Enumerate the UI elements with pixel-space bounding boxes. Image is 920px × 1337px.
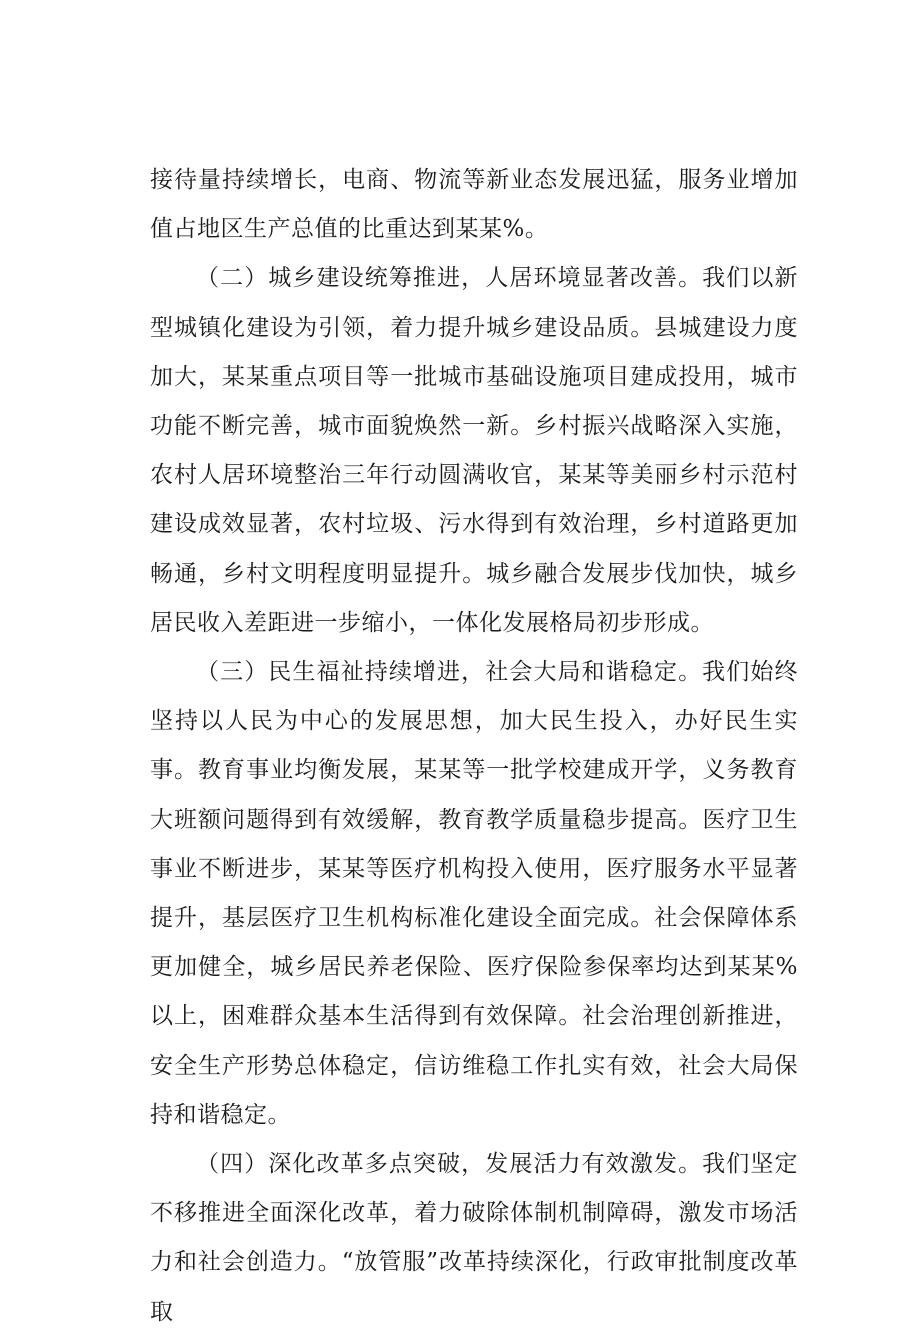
paragraph-deepening-reform: （四）深化改革多点突破，发展活力有效激发。我们坚定不移推进全面深化改革，着力破除体制机制障碍，激发市场活力和社会创造力。“放管服”改革持续深化，行政审批制度改革取 [150, 1151, 798, 1325]
paragraph-urban-rural-construction: （二）城乡建设统筹推进，人居环境显著改善。我们以新型城镇化建设为引领，着力提升城乡建设品质。县城建设力度加大，某某重点项目等一批城市基础设施项目建成投用，城市功能不断完善，城市面貌焕然一新。乡村振兴战略深入实施，农村人居环境整治三年行动圆满收官，某某等美丽乡村示范村建设成效显著，农村垃圾、污水得到有效治理，乡村道路更加畅通，乡村文明程度明显提升。城乡融合发展步伐加快，城乡居民收入差距进一步缩小，一体化发展格局初步形成。 [150, 265, 798, 636]
document-body [150, 156, 798, 1337]
paragraph-livelihood-wellbeing: （三）民生福祉持续增进，社会大局和谐稳定。我们始终坚持以人民为中心的发展思想，加大民生投入，办好民生实事。教育事业均衡发展，某某等一批学校建成开学，义务教育大班额问题得到有效缓解，教育教学质量稳步提高。医疗卫生事业不断进步，某某等医疗机构投入使用，医疗服务水平显著提升，基层医疗卫生机构标准化建设全面完成。社会保障体系更加健全，城乡居民养老保险、医疗保险参保率均达到某某%以上，困难群众基本生活得到有效保障。社会治理创新推进，安全生产形势总体稳定，信访维稳工作扎实有效，社会大局保持和谐稳定。 [150, 659, 798, 1128]
paragraph-continuation: 接待量持续增长，电商、物流等新业态发展迅猛，服务业增加值占地区生产总值的比重达到某某%。 [150, 167, 798, 243]
